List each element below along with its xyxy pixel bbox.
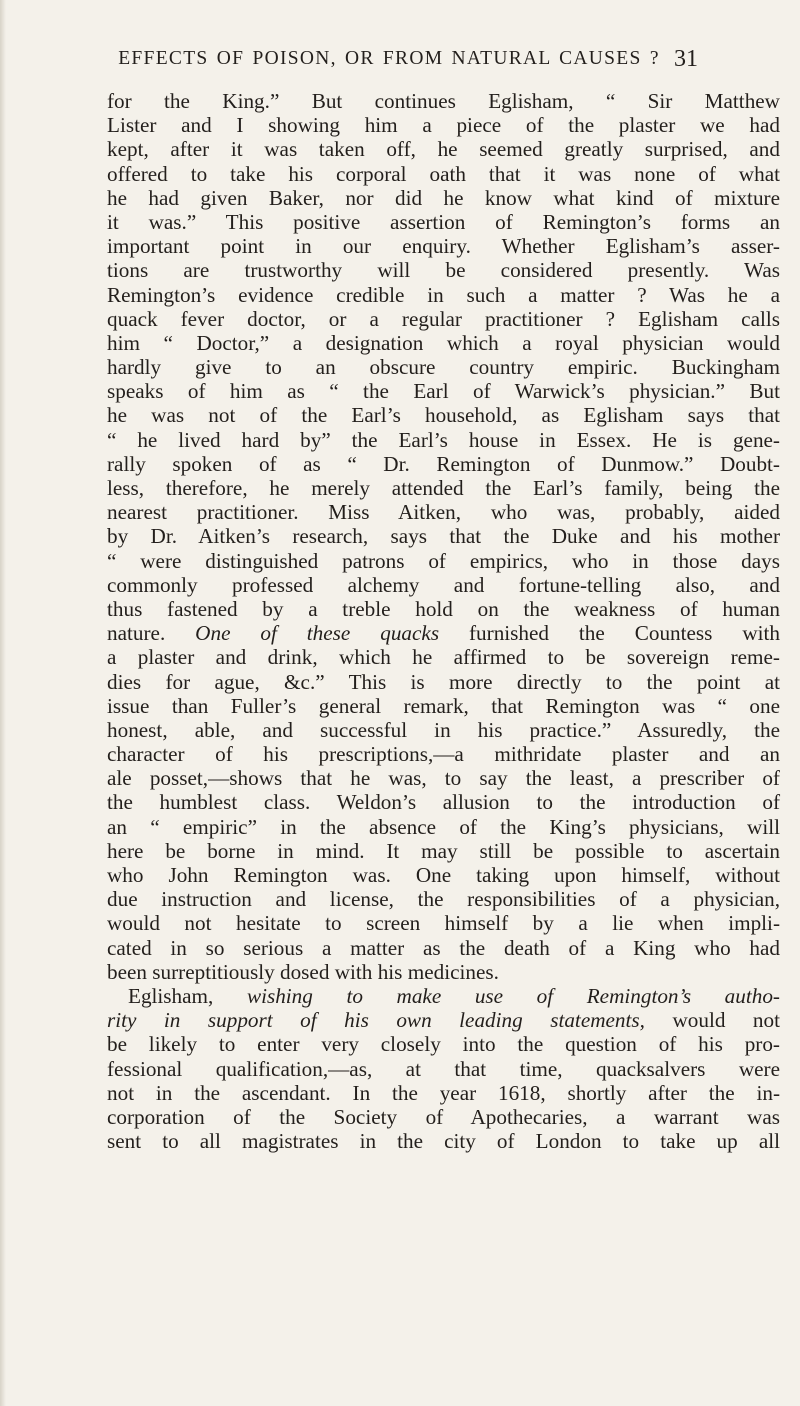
- text-line: due instruction and license, the responsibilities of a physician,: [107, 887, 780, 912]
- text-line: offered to take his corporal oath that it was none of what: [107, 161, 780, 186]
- text-line: speaks of him as “ the Earl of Warwick’s physician.” But: [107, 379, 780, 404]
- italic-phrase: wishing to make use of Remington’s autho-: [246, 983, 780, 1008]
- text-line: commonly professed alchemy and fortune-telling also, and: [107, 572, 780, 597]
- page-number: 31: [674, 46, 698, 72]
- text-line: [107, 621, 780, 645]
- text-line: a plaster and drink, which he affirmed to be sovereign reme-: [107, 645, 780, 670]
- text-line: rally spoken of as “ Dr. Remington of Dunmow.” Doubt-: [107, 451, 780, 476]
- text-line: here be borne in mind. It may still be possible to ascertain: [107, 838, 780, 863]
- text-line: nearest practitioner. Miss Aitken, who was, probably, aided: [107, 500, 780, 525]
- text-line: it was.” This positive assertion of Remington’s forms an: [107, 209, 780, 234]
- text-line: who John Remington was. One taking upon himself, without: [107, 863, 780, 887]
- text-line: he had given Baker, nor did he know what kind of mixture: [107, 185, 780, 210]
- text-line: less, therefore, he merely attended the Earl’s family, being the: [107, 476, 780, 500]
- text-line: sent to all magistrates in the city of London to take up all: [107, 1129, 780, 1154]
- running-head: [0, 48, 800, 82]
- text-line: an “ empiric” in the absence of the King’s physicians, will: [107, 814, 780, 839]
- text-run: would not: [672, 1008, 780, 1033]
- text-line: “ were distinguished patrons of empirics, who in those days: [107, 548, 780, 573]
- page-edge: [0, 0, 6, 1406]
- text-line: for the King.” But continues Eglisham, “ Sir Matthew: [107, 89, 780, 113]
- text-line: important point in our enquiry. Whether Eglisham’s asser-: [107, 234, 780, 259]
- text-line: the humblest class. Weldon’s allusion to the introduction of: [107, 790, 780, 815]
- text-line: him “ Doctor,” a designation which a royal physician would: [107, 330, 780, 355]
- text-line: corporation of the Society of Apothecaries, a warrant was: [107, 1104, 780, 1129]
- text-run: nature.: [107, 621, 166, 646]
- text-line: Lister and I showing him a piece of the plaster we had: [107, 113, 780, 138]
- text-line: honest, able, and successful in his practice.” Assuredly, the: [107, 717, 780, 742]
- text-line: hardly give to an obscure country empiric. Buckingham: [107, 355, 780, 380]
- body-text: [107, 89, 780, 1153]
- text-run: Eglisham,: [128, 983, 214, 1008]
- running-title: EFFECTS OF POISON, OR FROM NATURAL CAUSES ?: [118, 48, 660, 69]
- text-line: would not hesitate to screen himself by a lie when impli-: [107, 911, 780, 936]
- text-line: he was not of the Earl’s household, as Eglisham says that: [107, 403, 780, 428]
- text-line: “ he lived hard by” the Earl’s house in Essex. He is gene-: [107, 427, 780, 452]
- text-line: been surreptitiously dosed with his medicines.: [107, 959, 499, 984]
- text-line: kept, after it was taken off, he seemed greatly surprised, and: [107, 137, 780, 162]
- text-line: by Dr. Aitken’s research, says that the Duke and his mother: [107, 524, 780, 549]
- text-line: be likely to enter very closely into the question of his pro-: [107, 1032, 780, 1057]
- text-line: issue than Fuller’s general remark, that Remington was “ one: [107, 693, 780, 718]
- text-line: character of his prescriptions,—a mithridate plaster and an: [107, 742, 780, 767]
- italic-phrase: rity in support of his own leading statements,: [107, 1008, 645, 1033]
- text-line: tions are trustworthy will be considered presently. Was: [107, 258, 780, 283]
- text-line: not in the ascendant. In the year 1618, shortly after the in-: [107, 1080, 780, 1105]
- italic-phrase: One of these quacks: [195, 621, 440, 646]
- text-line: Remington’s evidence credible in such a matter ? Was he a: [107, 282, 780, 307]
- text-line: fessional qualification,—as, at that time, quacksalvers were: [107, 1056, 780, 1081]
- text-line: [107, 1008, 780, 1032]
- text-line: dies for ague, &c.” This is more directly to the point at: [107, 669, 780, 694]
- text-line: cated in so serious a matter as the death of a King who had: [107, 935, 780, 960]
- text-line: [107, 984, 780, 1008]
- text-line: ale posset,—shows that he was, to say the least, a prescriber of: [107, 766, 780, 791]
- text-run: furnished the Countess with: [468, 621, 780, 646]
- text-line: quack fever doctor, or a regular practitioner ? Eglisham calls: [107, 306, 780, 331]
- text-line: thus fastened by a treble hold on the weakness of human: [107, 596, 780, 621]
